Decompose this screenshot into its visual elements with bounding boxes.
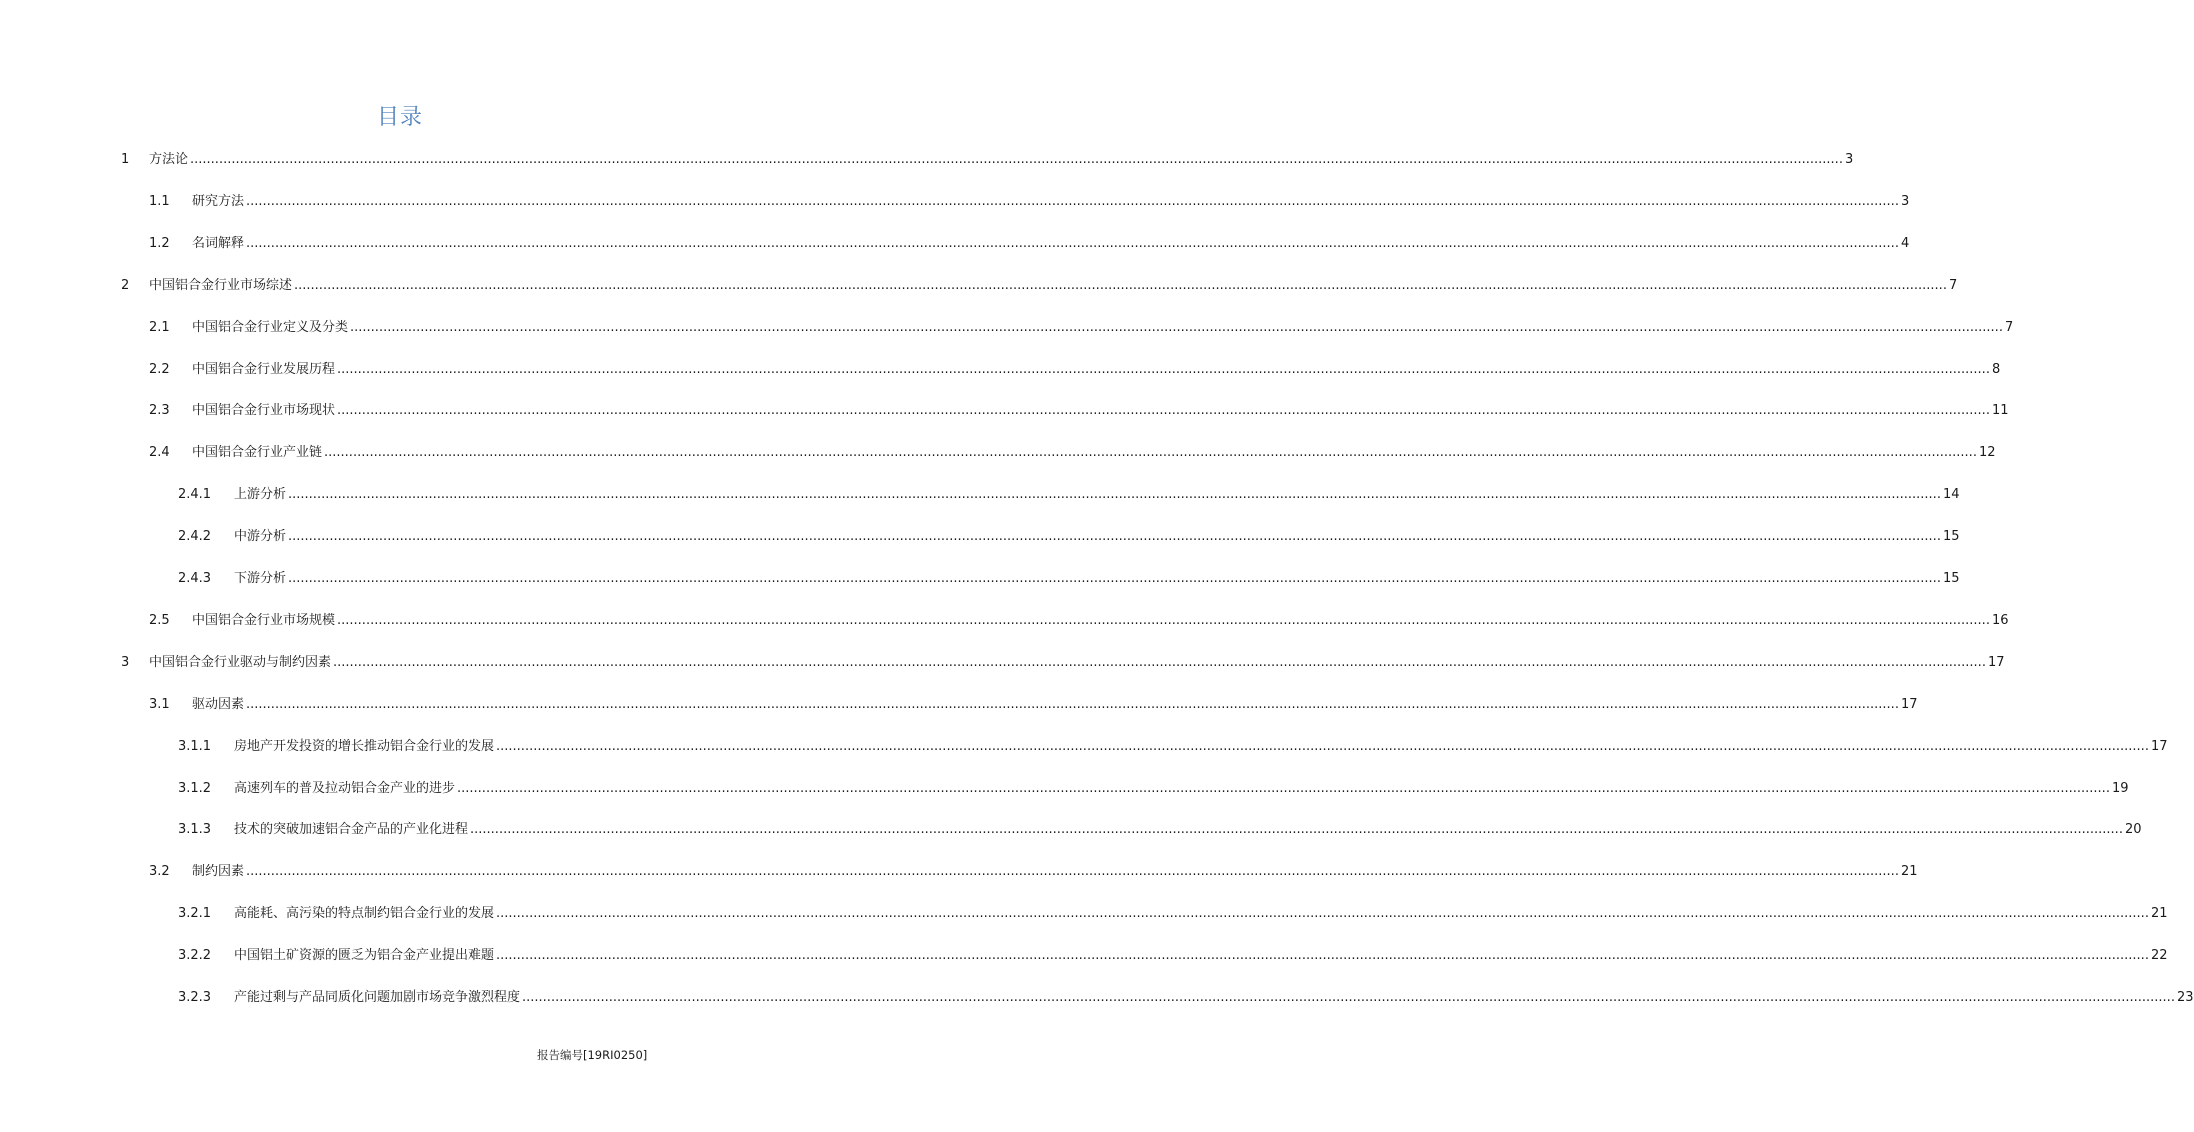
toc-entry-number: 2.4.2: [178, 529, 212, 545]
dot-leader: ................................................................................................................................................................................................................................................................................................................................................................................................................: [246, 864, 1899, 880]
toc-entry-title: 中国铝合金行业市场综述: [149, 277, 293, 293]
toc-entry-page-number: 15: [1942, 571, 1960, 586]
toc-entry-number: 2.5: [149, 612, 170, 628]
dot-leader: ................................................................................................................................................................................................................................................................................................................................................................................................................: [337, 403, 1990, 419]
toc-entry-number: 2.4.1: [178, 487, 212, 503]
toc-entry-number: 3.1: [149, 696, 170, 712]
toc-entry[interactable]: [0, 191, 1910, 213]
toc-entry[interactable]: [0, 526, 1960, 548]
toc-entry-number: 3.2: [149, 864, 170, 880]
toc-entry-line: [234, 736, 2168, 758]
toc-entry-page-number: 7: [1948, 277, 1958, 293]
toc-title: 目录: [376, 105, 423, 130]
toc-entry-number: 1.1: [149, 193, 170, 209]
dot-leader: ................................................................................................................................................................................................................................................................................................................................................................................................................: [324, 445, 1977, 461]
toc-entry[interactable]: [0, 736, 2168, 758]
toc-entry[interactable]: [0, 819, 2142, 841]
toc-entry-number: 3.2.1: [178, 906, 212, 922]
toc-entry[interactable]: [0, 484, 1960, 506]
toc-entry-line: [234, 903, 2168, 925]
dot-leader: ................................................................................................................................................................................................................................................................................................................................................................................................................: [288, 529, 1941, 545]
toc-entry[interactable]: [0, 694, 1918, 716]
toc-entry-title: 中国铝合金行业市场现状: [192, 403, 336, 419]
toc-entry-page-number: 12: [1978, 445, 1996, 461]
toc-entry-number: 3.1.1: [178, 738, 212, 754]
toc-entry-number: 2.4.3: [178, 571, 212, 586]
dot-leader: ................................................................................................................................................................................................................................................................................................................................................................................................................: [246, 193, 1899, 209]
toc-entry[interactable]: [0, 568, 1960, 590]
dot-leader: ................................................................................................................................................................................................................................................................................................................................................................................................................: [246, 235, 1899, 251]
toc-entry-page-number: 14: [1942, 487, 1960, 503]
toc-entry-title: 中国铝合金行业驱动与制约因素: [149, 654, 332, 670]
toc-entry-title: 中国铝合金行业产业链: [192, 445, 323, 461]
toc-entry[interactable]: [0, 778, 2129, 800]
dot-leader: ................................................................................................................................................................................................................................................................................................................................................................................................................: [337, 361, 1990, 377]
toc-entry-page-number: 15: [1942, 529, 1960, 545]
toc-entry[interactable]: [0, 317, 2014, 339]
toc-entry[interactable]: [0, 149, 1854, 171]
toc-entry[interactable]: [0, 945, 2168, 967]
toc-entry-page-number: 3: [1900, 193, 1910, 209]
toc-entry-line: [192, 694, 1918, 716]
toc-entry-title: 技术的突破加速铝合金产品的产业化进程: [234, 822, 469, 838]
toc-entry-line: [234, 778, 2129, 800]
toc-entry-title: 名词解释: [192, 235, 245, 251]
toc-entry-page-number: 11: [1991, 403, 2009, 419]
toc-entry-title: 中国铝合金行业市场规模: [192, 612, 336, 628]
toc-entry-title: 方法论: [149, 152, 189, 167]
toc-entry-title: 房地产开发投资的增长推动铝合金行业的发展: [234, 738, 495, 754]
toc-entry-number: 3: [121, 654, 130, 670]
toc-entry-title: 上游分析: [234, 487, 287, 503]
toc-entry-number: 3.2.2: [178, 948, 212, 964]
dot-leader: ................................................................................................................................................................................................................................................................................................................................................................................................................: [337, 612, 1990, 628]
toc-entry-page-number: 4: [1900, 235, 1910, 251]
toc-entry[interactable]: [0, 987, 2194, 1009]
toc-entry-title: 产能过剩与产品同质化问题加剧市场竞争激烈程度: [234, 990, 521, 1005]
toc-entry-title: 高速列车的普及拉动铝合金产业的进步: [234, 780, 456, 796]
dot-leader: ................................................................................................................................................................................................................................................................................................................................................................................................................: [496, 738, 2149, 754]
toc-entry-title: 中国铝合金行业发展历程: [192, 361, 336, 377]
dot-leader: ................................................................................................................................................................................................................................................................................................................................................................................................................: [496, 906, 2149, 922]
toc-entry-number: 1.2: [149, 235, 170, 251]
dot-leader: ................................................................................................................................................................................................................................................................................................................................................................................................................: [288, 571, 1941, 586]
toc-entry-line: [234, 568, 1960, 590]
toc-entry-line: [192, 861, 1918, 883]
toc-entry-page-number: 17: [2150, 738, 2168, 754]
toc-entry-line: [192, 610, 2009, 632]
toc-entry-line: [234, 987, 2194, 1009]
toc-entry-number: 3.1.2: [178, 780, 212, 796]
toc-entry-line: [192, 359, 2001, 381]
toc-entry-line: [192, 400, 2009, 422]
toc-entry-line: [192, 233, 1910, 255]
toc-entry-line: [192, 442, 1996, 464]
report-number-footer: 报告编号[19RI0250]: [537, 1048, 648, 1062]
toc-entry-title: 研究方法: [192, 193, 245, 209]
toc-entry[interactable]: [0, 861, 1918, 883]
toc-entry[interactable]: [0, 233, 1910, 255]
toc-entry-page-number: 8: [1991, 361, 2001, 377]
toc-entry-page-number: 17: [1900, 696, 1918, 712]
toc-entry-number: 2: [121, 277, 130, 293]
dot-leader: ................................................................................................................................................................................................................................................................................................................................................................................................................: [246, 696, 1899, 712]
toc-entry-line: [234, 945, 2168, 967]
dot-leader: ................................................................................................................................................................................................................................................................................................................................................................................................................: [333, 654, 1986, 670]
toc-entry[interactable]: [0, 400, 2009, 422]
toc-entry[interactable]: [0, 275, 1958, 297]
dot-leader: ................................................................................................................................................................................................................................................................................................................................................................................................................: [457, 780, 2110, 796]
toc-entry-number: 3.1.3: [178, 822, 212, 838]
toc-entry-line: [149, 275, 1958, 297]
toc-entry[interactable]: [0, 652, 2005, 674]
toc-entry-title: 中游分析: [234, 529, 287, 545]
toc-entry-title: 驱动因素: [192, 696, 245, 712]
dot-leader: ................................................................................................................................................................................................................................................................................................................................................................................................................: [288, 487, 1941, 503]
toc-entry-line: [234, 819, 2142, 841]
dot-leader: ................................................................................................................................................................................................................................................................................................................................................................................................................: [350, 319, 2003, 335]
toc-entry-number: 2.2: [149, 361, 170, 377]
dot-leader: ................................................................................................................................................................................................................................................................................................................................................................................................................: [522, 990, 2175, 1005]
toc-entry[interactable]: [0, 903, 2168, 925]
toc-entry-page-number: 20: [2124, 822, 2142, 838]
toc-entry-page-number: 17: [1987, 654, 2005, 670]
toc-entry-line: [149, 652, 2005, 674]
toc-entry-line: [234, 484, 1960, 506]
toc-entry-title: 中国铝土矿资源的匮乏为铝合金产业提出难题: [234, 948, 495, 964]
dot-leader: ................................................................................................................................................................................................................................................................................................................................................................................................................: [190, 152, 1843, 167]
toc-entry-title: 下游分析: [234, 571, 287, 586]
dot-leader: ................................................................................................................................................................................................................................................................................................................................................................................................................: [470, 822, 2123, 838]
toc-entry-line: [192, 317, 2014, 339]
toc-entry[interactable]: [0, 359, 2001, 381]
toc-entry-page-number: 7: [2004, 319, 2014, 335]
toc-entry-number: 2.3: [149, 403, 170, 419]
dot-leader: ................................................................................................................................................................................................................................................................................................................................................................................................................: [294, 277, 1947, 293]
toc-entry-page-number: 19: [2111, 780, 2129, 796]
dot-leader: ................................................................................................................................................................................................................................................................................................................................................................................................................: [496, 948, 2149, 964]
toc-entry-page-number: 22: [2150, 948, 2168, 964]
toc-entry-title: 制约因素: [192, 864, 245, 880]
toc-entry-line: [192, 191, 1910, 213]
toc-entry-title: 高能耗、高污染的特点制约铝合金行业的发展: [234, 906, 495, 922]
toc-entry-page-number: 21: [1900, 864, 1918, 880]
toc-entry-page-number: 3: [1844, 152, 1854, 167]
toc-entry[interactable]: [0, 610, 2009, 632]
toc-entry-number: 2.4: [149, 445, 170, 461]
toc-entry-page-number: 21: [2150, 906, 2168, 922]
toc-entry-number: 2.1: [149, 319, 170, 335]
toc-entry-line: [234, 526, 1960, 548]
toc-entry-number: 1: [121, 152, 130, 167]
toc-entry-line: [149, 149, 1854, 171]
toc-entry-number: 3.2.3: [178, 990, 212, 1005]
toc-entry[interactable]: [0, 442, 1996, 464]
toc-entry-page-number: 23: [2176, 990, 2194, 1005]
toc-entry-title: 中国铝合金行业定义及分类: [192, 319, 349, 335]
toc-entry-page-number: 16: [1991, 612, 2009, 628]
